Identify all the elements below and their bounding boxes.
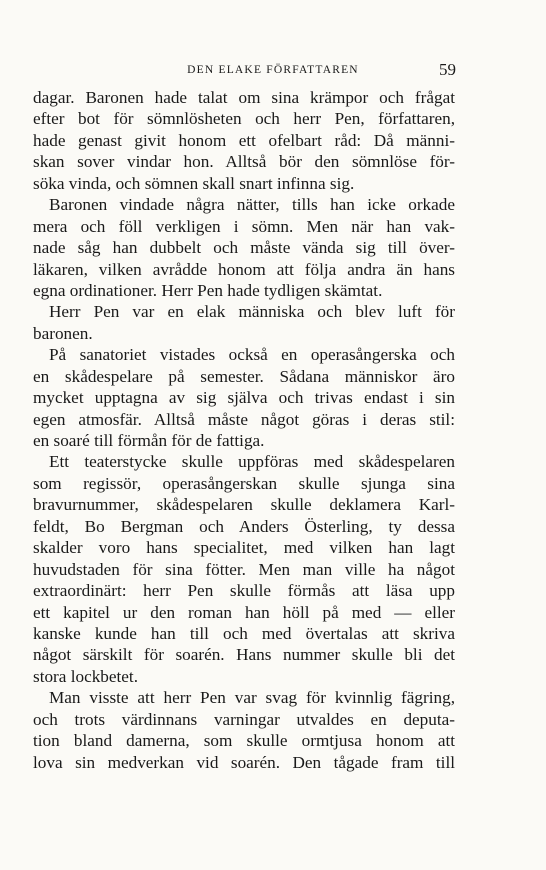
text-line: skalder voro hans specialitet, med vilken han lagt — [33, 538, 455, 558]
text-line: egna ordinationer. Herr Pen hade tydligen skämtat. — [33, 280, 383, 300]
text-line: efter bot för sömnlösheten och herr Pen, författaren, — [33, 109, 455, 129]
text-line: På sanatoriet vistades också en operasångerska och — [49, 345, 455, 365]
text-line: baronen. — [33, 323, 93, 343]
running-head: DEN ELAKE FÖRFATTAREN — [187, 64, 359, 76]
text-line: egen atmosfär. Alltså måste något göras i deras stil: — [33, 409, 455, 429]
text-line: något särskilt för soarén. Hans nummer skulle bli det — [33, 645, 455, 665]
text-line: Herr Pen var en elak människa och blev luft för — [49, 302, 455, 322]
text-line: mycket upptagna av sig själva och trivas endast i sin — [33, 388, 455, 408]
text-line: skan sover vindar hon. Alltså bör den sömnlöse för- — [33, 152, 455, 172]
text-line: extraordinärt: herr Pen skulle förmås att läsa upp — [33, 581, 455, 601]
text-line: läkaren, vilken avrådde honom att följa andra än hans — [33, 259, 455, 279]
text-line: feldt, Bo Bergman och Anders Österling, ty dessa — [33, 516, 455, 536]
text-line: bravurnummer, skådespelaren skulle deklamera Karl- — [33, 495, 455, 515]
text-line: stora lockbetet. — [33, 666, 138, 686]
text-line: som regissör, operasångerskan skulle sjunga sina — [33, 473, 455, 493]
text-line: huvudstaden för sina fötter. Men man ville ha något — [33, 559, 455, 579]
text-line: mera och föll verkligen i sömn. Men när han vak- — [33, 216, 455, 236]
page-header — [0, 62, 546, 84]
text-line: hade genast givit honom ett ofelbart råd: Då männi- — [33, 130, 455, 150]
text-line: ett kapitel ur den roman han höll på med — eller — [33, 602, 455, 622]
page-number: 59 — [439, 60, 456, 79]
text-line: Ett teaterstycke skulle uppföras med skådespelaren — [49, 452, 455, 472]
text-line: Man visste att herr Pen var svag för kvinnlig fägring, — [49, 688, 455, 708]
text-line: en soaré till förmån för de fattiga. — [33, 431, 265, 450]
text-line: söka vinda, och sömnen skall snart infinna sig. — [33, 173, 355, 193]
text-line: tion bland damerna, som skulle ormtjusa honom att — [33, 731, 455, 751]
text-line: och trots värdinnans varningar utvaldes en deputa- — [33, 709, 455, 729]
text-line: en skådespelare på semester. Sådana människor äro — [33, 366, 455, 386]
text-line: Baronen vindade några nätter, tills han icke orkade — [49, 195, 455, 215]
text-line: lova sin medverkan vid soarén. Den tågade fram till — [33, 752, 455, 772]
text-line: kanske kunde han till och med övertalas att skriva — [33, 623, 455, 643]
body-text — [33, 87, 455, 773]
text-line: nade såg han dubbelt och måste vända sig till över- — [33, 238, 455, 258]
text-line: dagar. Baronen hade talat om sina krämpor och frågat — [33, 88, 455, 107]
